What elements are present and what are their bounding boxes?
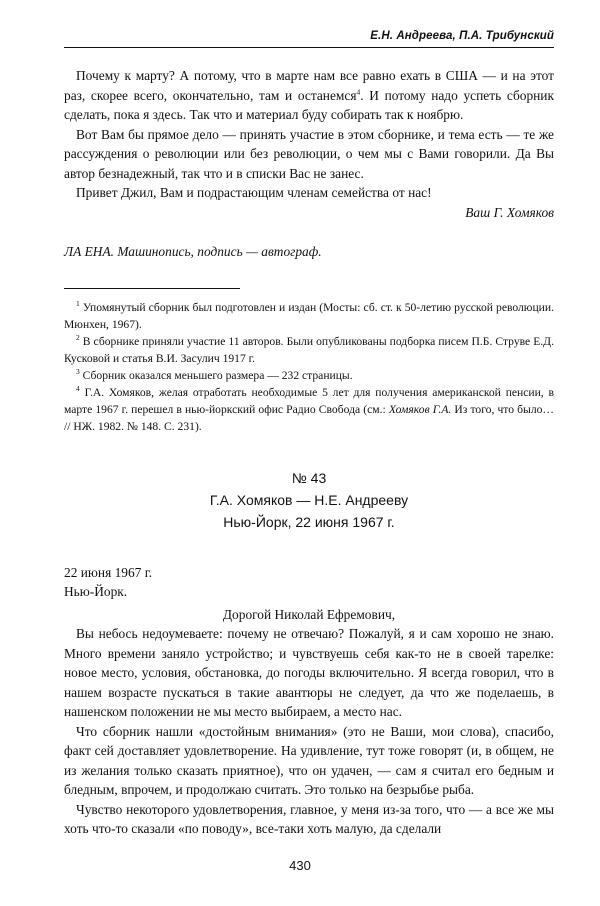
footnote-mark: 2	[76, 332, 80, 342]
archive-note: ЛА ЕНА. Машинопись, подпись — автограф.	[64, 244, 322, 259]
letter-paragraph: Чувство некоторого удовлетворения, главное, у меня из-за того, что — а все же мы хоть что-то сказали «по поводу», все-таки хоть малую, да сделали	[64, 801, 554, 836]
text-span: Почему к марту? А потому, что в марте нам все равно ехать в США — и на этот раз, скорее всего, окончательно, там и останемся	[64, 68, 554, 103]
footnote-italic: Хомяков Г.А.	[388, 402, 452, 416]
footnote-mark: 3	[76, 366, 80, 376]
footnote-mark: 1	[76, 298, 80, 308]
page-content	[64, 66, 554, 839]
footnote-text: В сборнике приняли участие 11 авторов. Были опубликованы подборка писем П.Б. Струве Е.Д. Кусковой и статья В.И. Засулич 1917 г.	[64, 334, 554, 365]
footnote-text: Сборник оказался меньшего размера — 232 страницы.	[82, 368, 353, 382]
footnote-rule	[64, 288, 240, 289]
footnote-ref: 4	[356, 87, 361, 97]
letter-paragraph: Что сборник нашли «достойным внимания» (это не Ваши, мои слова), спасибо, факт сей доставляет удовлетворение. На удивление, тут тоже говорят (и, в общем, не из желания только сказать приятное), что он удачен, — сам я считал его бедным и бледным, впрочем, и продолжаю считать. Это только на безрыбье рыба.	[64, 723, 554, 797]
footnote	[64, 367, 554, 384]
letter-paragraph	[64, 66, 554, 125]
footnote	[64, 384, 554, 435]
header-rule	[64, 47, 554, 48]
running-head: Е.Н. Андреева, П.А. Трибунский	[370, 30, 554, 42]
page-number: 430	[289, 858, 311, 873]
text-span: . И потому надо успеть сборник сделать, пока я здесь. Так что и материал буду собирать так к ноябрю.	[64, 87, 554, 122]
document-place-date: Нью-Йорк, 22 июня 1967 г.	[223, 513, 395, 530]
letter-paragraph: Привет Джил, Вам и подрастающим членам семейства от нас!	[76, 185, 432, 200]
footnote-text: Г.А. Хомяков, желая отработать необходимые 5 лет для получения американской пенсии, в марте 1967 г. перешел в нью-йоркский офис Радио Свобода (см.:	[64, 385, 554, 416]
footnote	[64, 333, 554, 367]
footnote-mark: 4	[76, 383, 80, 393]
footnote-text: Из того, что было… // НЖ. 1982. № 148. С. 231).	[64, 402, 554, 433]
letter-paragraph: Вы небось недоумеваете: почему не отвечаю? Пожалуй, я и сам хорошо не знаю. Много времени заняло устройство; и чувствуешь себя как-то не в своей тарелке: новое место, условия, обстановка, до погоды включительно. Я всегда говорил, что в нашем возрасте пускаться в такие авантюры не следует, да что же поделаешь, в нашенском положении не мы место выбираем, а место нас.	[64, 626, 554, 719]
document-number: № 43	[291, 469, 327, 486]
letter-paragraph: Вот Вам бы прямое дело — принять участие в этом сборнике, и тема есть — те же рассуждения о революции или без революции, о чем мы с Вами говорили. Да Вы автор безнадежный, так что и в списки Вас не занес.	[64, 126, 554, 181]
footnote-text: Упомянутый сборник был подготовлен и издан (Мосты: сб. ст. к 50-летию русской революции. Мюнхен, 1967).	[64, 300, 554, 331]
letter-date: 22 июня 1967 г.	[64, 564, 153, 580]
letter-city: Нью-Йорк.	[64, 584, 128, 599]
signature: Ваш Г. Хомяков	[465, 204, 554, 220]
footnote	[64, 299, 554, 333]
salutation: Дорогой Николай Ефремович,	[222, 606, 396, 622]
document-title: Г.А. Хомяков — Н.Е. Андрееву	[209, 491, 409, 508]
